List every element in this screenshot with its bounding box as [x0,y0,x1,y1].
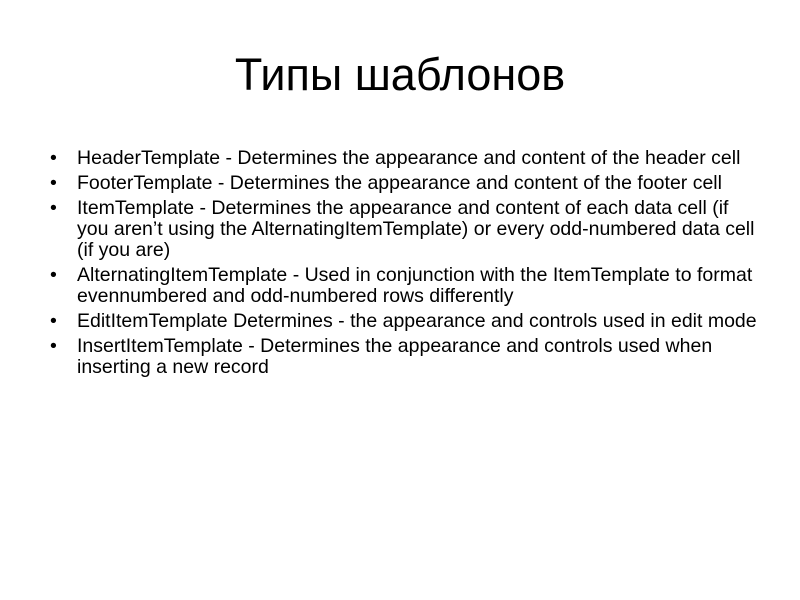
bullet-list [40,148,760,382]
bullet-icon: • [50,310,57,332]
bullet-item-insert-item-template [40,336,760,378]
slide-title: Типы шаблонов [234,49,566,100]
bullet-text: EditItemTemplate Determines - the appearance and controls used in edit mode [77,310,757,332]
bullet-text: AlternatingItemTemplate - Used in conjunction with the ItemTemplate to format evennumbered and odd-numbered rows differently [77,264,753,307]
bullet-item-header-template [40,148,760,169]
bullet-text: FooterTemplate - Determines the appearance and content of the footer cell [77,172,722,194]
bullet-text: HeaderTemplate - Determines the appearance and content of the header cell [77,147,741,169]
bullet-item-edit-item-template [40,311,760,332]
bullet-icon: • [50,147,57,169]
bullet-item-footer-template [40,173,760,194]
bullet-item-alternating-item-template [40,265,760,307]
bullet-icon: • [50,172,57,194]
bullet-icon: • [50,264,57,286]
bullet-text: InsertItemTemplate - Determines the appearance and controls used when inserting a new record [77,335,713,378]
bullet-text: ItemTemplate - Determines the appearance and content of each data cell (if you aren’t using the AlternatingItemTemplate) or every odd-numbered data cell (if you are) [77,197,755,261]
bullet-icon: • [50,335,57,357]
bullet-item-item-template [40,198,760,261]
bullet-icon: • [50,197,57,219]
